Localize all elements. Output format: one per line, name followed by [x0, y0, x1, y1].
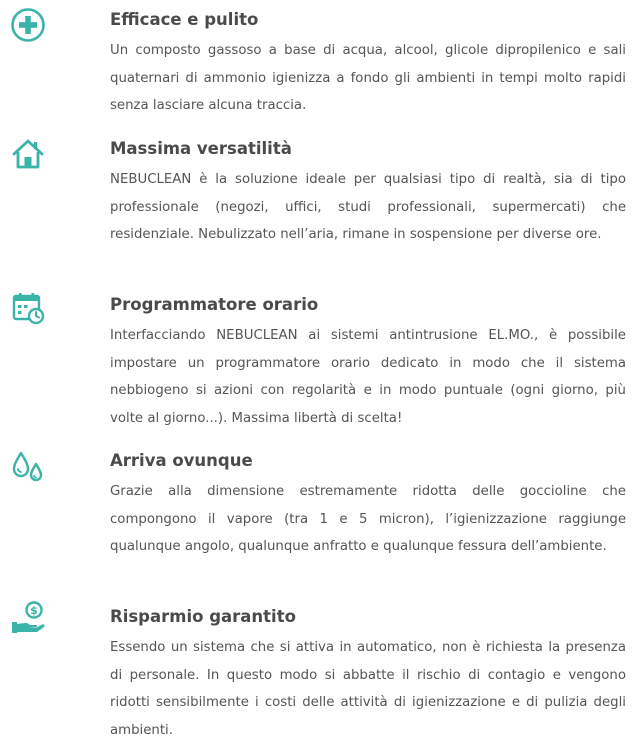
water-drops-icon: [10, 450, 46, 486]
feature-description: Interfacciando NEBUCLEAN ai sistemi antintrusione EL.MO., è possibile impostare un programmatore orario dedicato in modo che il sistema nebbiogeno si azioni con regolarità e in modo puntuale (ogni giorno, più volte al giorno...). Massima libertà di scelta!: [110, 328, 626, 426]
feature-title: Massima versatilità: [110, 139, 292, 158]
svg-text:$: $: [30, 604, 38, 618]
feature-description: NEBUCLEAN è la soluzione ideale per qualsiasi tipo di realtà, sia di tipo professionale (negozi, uffici, studi professionali, supermercati) che residenziale. Nebulizzato nell’aria, rimane in sospensione per diverse ore.: [110, 172, 626, 243]
feature-title: Risparmio garantito: [110, 607, 296, 626]
feature-title: Arriva ovunque: [110, 451, 253, 470]
feature-description: Un composto gassoso a base di acqua, alcool, glicole dipropilenico e sali quaternari di ammonio igienizza a fondo gli ambienti in tempi molto rapidi senza lasciare alcuna traccia.: [110, 43, 626, 114]
feature-title: Programmatore orario: [110, 295, 319, 314]
hand-coin-icon: [10, 600, 46, 636]
feature-description: Grazie alla dimensione estremamente ridotta delle goccioline che compongono il vapore (tra 1 e 5 micron), l’igienizzazione raggiunge qualunque angolo, qualunque anfratto e qualunque fessura dell’ambiente.: [110, 484, 626, 555]
feature-title: Efficace e pulito: [110, 10, 259, 29]
medical-cross-icon: [10, 7, 46, 43]
feature-description: Essendo un sistema che si attiva in automatico, non è richiesta la presenza di personale. In questo modo si abbatte il rischio di contagio e vengono ridotti sensibilmente i costi delle attività di igienizzazione e di pulizia degli ambienti.: [110, 640, 626, 738]
calendar-clock-icon: [10, 290, 46, 326]
house-icon: [10, 136, 46, 172]
